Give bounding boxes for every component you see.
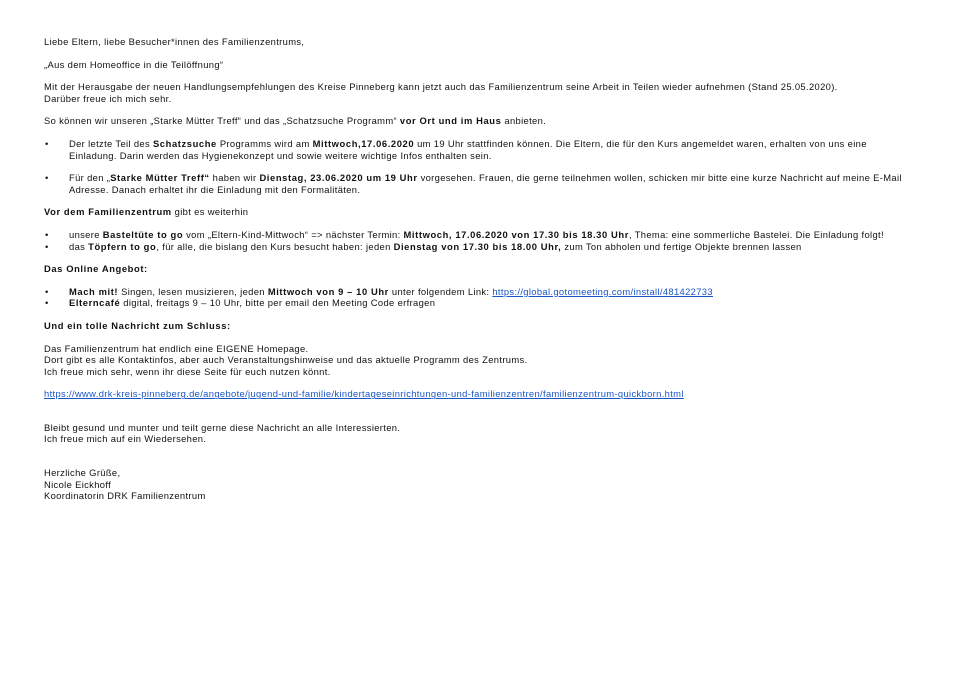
online-heading-text: Das Online Angebot: [44,263,148,275]
bullet-icon: • [45,172,49,184]
item-text: um 19 Uhr stattfinden können. Die Eltern, die für den Kurs angemeldet waren, erhalten von uns eine Einladung. Darin werden das Hygienekonzept und sowie weitere wichtige Infos enthalten sein. [69,137,867,161]
item-text: unsere [69,228,103,240]
offer-paragraph [44,115,914,127]
list-item-mach-mit [44,286,914,298]
list-item-basteltuete [44,229,914,241]
signature-role: Koordinatorin DRK Familienzentrum [44,490,206,502]
item-bold: Elterncafé [69,297,121,309]
homepage-line-3: Ich freue mich sehr, wenn ihr diese Seite für euch nutzen könnt. [44,365,331,377]
homepage-line-2: Dort gibt es alle Kontaktinfos, aber auch Veranstaltungshinweise und das aktuelle Programm des Zentrums. [44,354,528,366]
closing-heading [44,320,914,332]
bullet-icon: • [45,240,49,252]
outside-paragraph [44,206,914,218]
bullet-icon: • [45,137,49,149]
farewell-paragraph [44,422,914,445]
greeting: Liebe Eltern, liebe Besucher*innen des Familienzentrums, [44,36,305,47]
intro-line-1: Mit der Herausgabe der neuen Handlungsempfehlungen des Kreise Pinneberg kann jetzt auch das Familienzentrum seine Arbeit in Teilen wieder aufnehmen (Stand 25.05.2020). [44,81,838,93]
item-text: Programms wird am [216,137,313,149]
online-list [44,286,914,309]
item-date: Mittwoch von 9 – 10 Uhr [267,285,389,297]
item-text: Für den „ [69,172,111,184]
farewell-line-2: Ich freue mich auf ein Wiedersehen. [44,433,207,445]
offer-bold: vor Ort und im Haus [399,115,502,127]
item-text: vorgesehen. Frauen, die gerne teilnehmen wollen, schicken mir bitte eine kurze Nachricht auf meine E-Mail Adresse. Danach erhaltet ihr die Einladung mit den Formalitäten. [69,172,902,195]
onsite-list [44,138,914,195]
gotomeeting-link[interactable]: https://global.gotomeeting.com/install/481422733 [492,285,713,297]
item-date: Dienstag von 17.30 bis 18.00 Uhr, [393,240,562,252]
to-go-list [44,229,914,252]
list-item-muetter-treff [44,172,914,195]
closing-heading-text: Und ein tolle Nachricht zum Schluss: [44,319,231,331]
item-text: , Thema: eine sommerliche Bastelei. Die Einladung folgt! [628,228,884,240]
list-item-toepfern [44,241,914,253]
item-text: vom „Eltern-Kind-Mittwoch“ => nächster Termin: [183,228,404,240]
intro-line-2: Darüber freue ich mich sehr. [44,92,172,104]
item-date: Dienstag, 23.06.2020 um 19 Uhr [259,172,418,184]
offer-text: So können wir unseren „Starke Mütter Treff“ und das „Schatzsuche Programm“ [44,115,400,127]
homepage-line-1: Das Familienzentrum hat endlich eine EIGENE Homepage. [44,342,309,354]
item-text: Der letzte Teil des [69,137,153,149]
signature-name: Nicole Eickhoff [44,478,112,490]
online-heading [44,263,914,275]
homepage-paragraph [44,343,914,378]
subject-quote: „Aus dem Homeoffice in die Teilöffnung“ [44,58,224,70]
item-bold: Töpfern to go [88,240,157,252]
outside-bold: Vor dem Familienzentrum [44,206,172,218]
letter-document [44,36,914,502]
item-date: Mittwoch, 17.06.2020 von 17.30 bis 18.30 Uhr [403,228,629,240]
farewell-line-1: Bleibt gesund und munter und teilt gerne diese Nachricht an alle Interessierten. [44,421,401,433]
signature-greeting: Herzliche Grüße, [44,467,121,479]
intro-paragraph [44,81,914,104]
item-text: zum Ton abholen und fertige Objekte brennen lassen [561,240,802,252]
bullet-icon: • [45,297,49,309]
bullet-icon: • [45,228,49,240]
item-bold: Starke Mütter Treff“ [110,172,210,184]
list-item-schatzsuche [44,138,914,161]
homepage-link[interactable]: https://www.drk-kreis-pinneberg.de/angebote/jugend-und-familie/kindertageseinrichtungen-und-familienzentren/familienzentrum-quickborn.html [44,388,684,400]
bullet-icon: • [45,285,49,297]
signature [44,467,914,502]
outside-text: gibt es weiterhin [171,206,249,218]
item-text: das [69,240,89,252]
offer-text-end: anbieten. [501,115,547,127]
item-bold: Schatzsuche [152,137,217,149]
item-text: Singen, lesen musizieren, jeden [118,285,268,297]
list-item-elterncafe [44,297,914,309]
item-text: haben wir [209,172,260,184]
item-bold: Mach mit! [69,285,119,297]
item-text: , für alle, die bislang den Kurs besucht haben: jeden [156,240,394,252]
homepage-link-paragraph [44,388,914,400]
item-date: Mittwoch,17.06.2020 [312,137,415,149]
item-text: digital, freitags 9 – 10 Uhr, bitte per email den Meeting Code erfragen [120,297,436,309]
item-bold: Basteltüte to go [102,228,184,240]
item-text: unter folgendem Link: [388,285,493,297]
